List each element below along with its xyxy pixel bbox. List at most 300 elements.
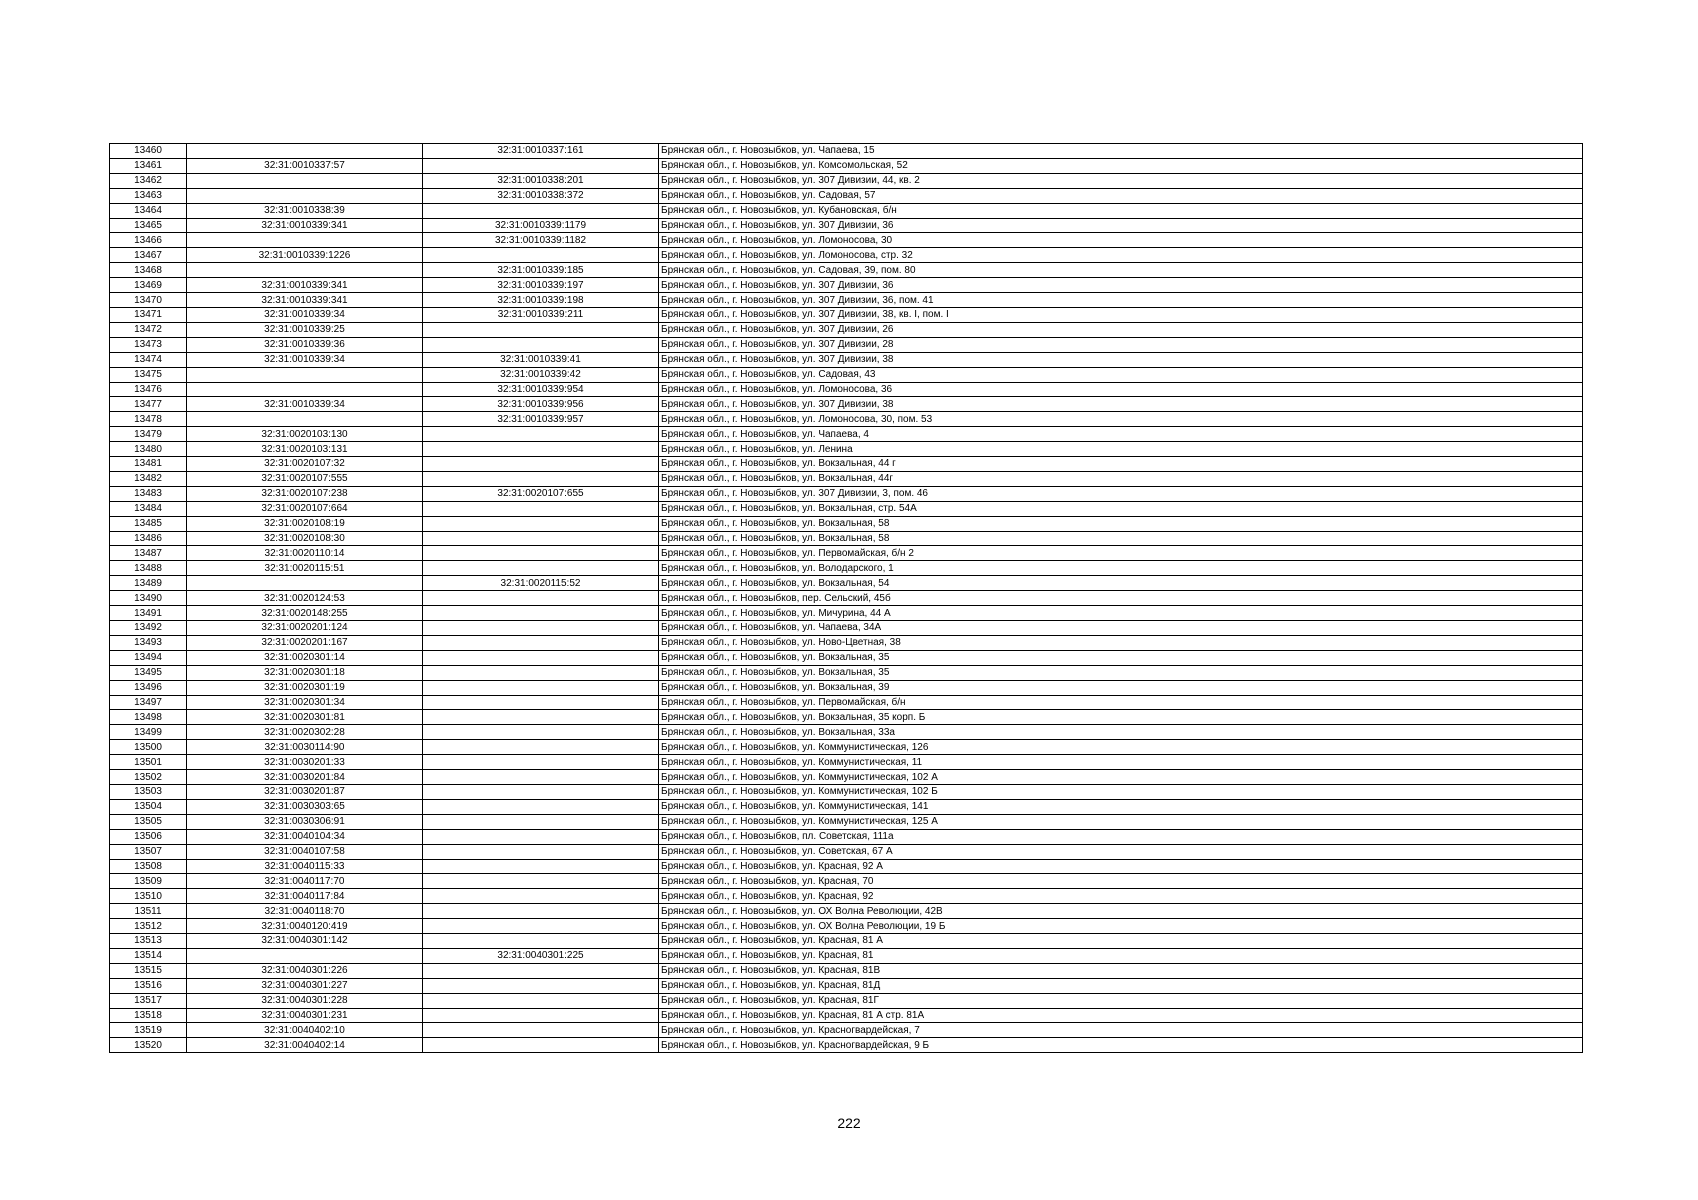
address-cell: Брянская обл., г. Новозыбков, ул. ОХ Волна Революции, 42В <box>659 904 1583 919</box>
address-cell: Брянская обл., г. Новозыбков, пл. Советская, 111а <box>659 829 1583 844</box>
row-number-cell: 13510 <box>110 889 187 904</box>
address-cell: Брянская обл., г. Новозыбков, ул. Мичурина, 44 А <box>659 606 1583 621</box>
object-cadastral-number-cell <box>423 516 659 531</box>
table-row <box>110 934 1583 949</box>
table-row <box>110 621 1583 636</box>
row-number-cell: 13499 <box>110 725 187 740</box>
object-cadastral-number-cell <box>423 844 659 859</box>
object-cadastral-number-cell <box>423 1038 659 1053</box>
address-cell: Брянская обл., г. Новозыбков, ул. Коммунистическая, 11 <box>659 755 1583 770</box>
row-number-cell: 13502 <box>110 770 187 785</box>
row-number-cell: 13515 <box>110 963 187 978</box>
object-cadastral-number-cell <box>423 248 659 263</box>
object-cadastral-number-cell <box>423 457 659 472</box>
cadastral-number-cell: 32:31:0040301:142 <box>187 934 423 949</box>
object-cadastral-number-cell: 32:31:0010339:956 <box>423 397 659 412</box>
cadastral-number-cell: 32:31:0030201:33 <box>187 755 423 770</box>
row-number-cell: 13520 <box>110 1038 187 1053</box>
address-cell: Брянская обл., г. Новозыбков, ул. Ломоносова, 36 <box>659 382 1583 397</box>
table-row <box>110 755 1583 770</box>
address-cell: Брянская обл., г. Новозыбков, ул. 307 Дивизии, 44, кв. 2 <box>659 173 1583 188</box>
cadastral-number-cell: 32:31:0010339:34 <box>187 397 423 412</box>
cadastral-number-cell: 32:31:0010339:36 <box>187 337 423 352</box>
row-number-cell: 13465 <box>110 218 187 233</box>
table-row <box>110 814 1583 829</box>
table-row <box>110 158 1583 173</box>
table-row <box>110 770 1583 785</box>
cadastral-number-cell: 32:31:0020201:124 <box>187 621 423 636</box>
object-cadastral-number-cell: 32:31:0020115:52 <box>423 576 659 591</box>
table-body <box>110 144 1583 1053</box>
address-cell: Брянская обл., г. Новозыбков, ул. Чапаева, 34А <box>659 621 1583 636</box>
row-number-cell: 13475 <box>110 367 187 382</box>
table-row <box>110 919 1583 934</box>
address-cell: Брянская обл., г. Новозыбков, ул. Садовая, 39, пом. 80 <box>659 263 1583 278</box>
table-row <box>110 859 1583 874</box>
row-number-cell: 13500 <box>110 740 187 755</box>
row-number-cell: 13474 <box>110 352 187 367</box>
table-row <box>110 948 1583 963</box>
cadastral-number-cell: 32:31:0020107:664 <box>187 501 423 516</box>
row-number-cell: 13485 <box>110 516 187 531</box>
cadastral-number-cell: 32:31:0020103:130 <box>187 427 423 442</box>
address-cell: Брянская обл., г. Новозыбков, ул. Вокзальная, 35 <box>659 650 1583 665</box>
object-cadastral-number-cell <box>423 606 659 621</box>
table-row <box>110 412 1583 427</box>
table-row <box>110 978 1583 993</box>
cadastral-number-cell <box>187 233 423 248</box>
address-cell: Брянская обл., г. Новозыбков, ул. Коммунистическая, 141 <box>659 799 1583 814</box>
table-row <box>110 1038 1583 1053</box>
address-cell: Брянская обл., г. Новозыбков, ул. Садовая, 57 <box>659 188 1583 203</box>
row-number-cell: 13468 <box>110 263 187 278</box>
cadastral-number-cell <box>187 263 423 278</box>
table-row <box>110 382 1583 397</box>
address-cell: Брянская обл., г. Новозыбков, ул. Первомайская, б/н <box>659 695 1583 710</box>
address-cell: Брянская обл., г. Новозыбков, ул. Вокзальная, 44г <box>659 471 1583 486</box>
row-number-cell: 13487 <box>110 546 187 561</box>
object-cadastral-number-cell <box>423 993 659 1008</box>
cadastral-number-cell: 32:31:0020108:19 <box>187 516 423 531</box>
cadastral-number-cell <box>187 144 423 159</box>
object-cadastral-number-cell <box>423 799 659 814</box>
object-cadastral-number-cell: 32:31:0010339:1182 <box>423 233 659 248</box>
object-cadastral-number-cell <box>423 725 659 740</box>
table-row <box>110 1023 1583 1038</box>
row-number-cell: 13492 <box>110 621 187 636</box>
table-row <box>110 889 1583 904</box>
row-number-cell: 13513 <box>110 934 187 949</box>
table-row <box>110 457 1583 472</box>
address-cell: Брянская обл., г. Новозыбков, ул. Красная, 81Д <box>659 978 1583 993</box>
object-cadastral-number-cell <box>423 710 659 725</box>
table-row <box>110 501 1583 516</box>
address-cell: Брянская обл., г. Новозыбков, ул. Ново-Цветная, 38 <box>659 635 1583 650</box>
row-number-cell: 13476 <box>110 382 187 397</box>
row-number-cell: 13516 <box>110 978 187 993</box>
row-number-cell: 13511 <box>110 904 187 919</box>
object-cadastral-number-cell <box>423 770 659 785</box>
row-number-cell: 13509 <box>110 874 187 889</box>
cadastral-number-cell <box>187 173 423 188</box>
table-row <box>110 144 1583 159</box>
row-number-cell: 13494 <box>110 650 187 665</box>
address-cell: Брянская обл., г. Новозыбков, ул. Вокзальная, 35 корп. Б <box>659 710 1583 725</box>
row-number-cell: 13466 <box>110 233 187 248</box>
address-cell: Брянская обл., г. Новозыбков, ул. Вокзальная, 35 <box>659 665 1583 680</box>
address-cell: Брянская обл., г. Новозыбков, ул. 307 Дивизии, 36 <box>659 218 1583 233</box>
table-row <box>110 293 1583 308</box>
object-cadastral-number-cell <box>423 740 659 755</box>
row-number-cell: 13461 <box>110 158 187 173</box>
table-row <box>110 963 1583 978</box>
table-row <box>110 576 1583 591</box>
row-number-cell: 13471 <box>110 307 187 322</box>
object-cadastral-number-cell <box>423 337 659 352</box>
row-number-cell: 13504 <box>110 799 187 814</box>
row-number-cell: 13514 <box>110 948 187 963</box>
cadastral-number-cell: 32:31:0020302:28 <box>187 725 423 740</box>
address-cell: Брянская обл., г. Новозыбков, ул. Володарского, 1 <box>659 561 1583 576</box>
table-row <box>110 352 1583 367</box>
object-cadastral-number-cell <box>423 621 659 636</box>
cadastral-number-cell: 32:31:0010339:341 <box>187 278 423 293</box>
cadastral-number-cell: 32:31:0020148:255 <box>187 606 423 621</box>
table-row <box>110 650 1583 665</box>
address-cell: Брянская обл., г. Новозыбков, ул. 307 Дивизии, 3, пом. 46 <box>659 486 1583 501</box>
address-cell: Брянская обл., г. Новозыбков, ул. Вокзальная, 58 <box>659 531 1583 546</box>
cadastral-number-cell: 32:31:0020108:30 <box>187 531 423 546</box>
cadastral-number-cell: 32:31:0020110:14 <box>187 546 423 561</box>
object-cadastral-number-cell <box>423 695 659 710</box>
address-cell: Брянская обл., г. Новозыбков, ул. ОХ Волна Революции, 19 Б <box>659 919 1583 934</box>
object-cadastral-number-cell: 32:31:0010339:197 <box>423 278 659 293</box>
table-row <box>110 188 1583 203</box>
table-row <box>110 278 1583 293</box>
table-row <box>110 874 1583 889</box>
table-row <box>110 173 1583 188</box>
table-row <box>110 606 1583 621</box>
table-row <box>110 397 1583 412</box>
table-row <box>110 784 1583 799</box>
address-cell: Брянская обл., г. Новозыбков, ул. 307 Дивизии, 36 <box>659 278 1583 293</box>
address-cell: Брянская обл., г. Новозыбков, ул. Коммунистическая, 102 Б <box>659 784 1583 799</box>
object-cadastral-number-cell <box>423 755 659 770</box>
address-cell: Брянская обл., г. Новозыбков, пер. Сельский, 45б <box>659 591 1583 606</box>
table-row <box>110 322 1583 337</box>
table-row <box>110 546 1583 561</box>
object-cadastral-number-cell: 32:31:0010339:42 <box>423 367 659 382</box>
row-number-cell: 13493 <box>110 635 187 650</box>
row-number-cell: 13478 <box>110 412 187 427</box>
object-cadastral-number-cell <box>423 1008 659 1023</box>
table-row <box>110 263 1583 278</box>
row-number-cell: 13483 <box>110 486 187 501</box>
object-cadastral-number-cell: 32:31:0010339:957 <box>423 412 659 427</box>
table-row <box>110 367 1583 382</box>
cadastral-number-cell: 32:31:0010339:341 <box>187 293 423 308</box>
row-number-cell: 13489 <box>110 576 187 591</box>
cadastral-number-cell: 32:31:0010339:25 <box>187 322 423 337</box>
row-number-cell: 13508 <box>110 859 187 874</box>
table-row <box>110 591 1583 606</box>
address-cell: Брянская обл., г. Новозыбков, ул. Красная, 92 А <box>659 859 1583 874</box>
table-row <box>110 471 1583 486</box>
cadastral-number-cell: 32:31:0020201:167 <box>187 635 423 650</box>
table-row <box>110 307 1583 322</box>
cadastral-number-cell: 32:31:0040402:14 <box>187 1038 423 1053</box>
object-cadastral-number-cell <box>423 904 659 919</box>
cadastral-number-cell: 32:31:0020107:238 <box>187 486 423 501</box>
address-cell: Брянская обл., г. Новозыбков, ул. Первомайская, б/н 2 <box>659 546 1583 561</box>
object-cadastral-number-cell: 32:31:0010339:211 <box>423 307 659 322</box>
row-number-cell: 13463 <box>110 188 187 203</box>
row-number-cell: 13488 <box>110 561 187 576</box>
cadastral-number-cell: 32:31:0020107:32 <box>187 457 423 472</box>
address-cell: Брянская обл., г. Новозыбков, ул. 307 Дивизии, 28 <box>659 337 1583 352</box>
address-cell: Брянская обл., г. Новозыбков, ул. Советская, 67 А <box>659 844 1583 859</box>
object-cadastral-number-cell <box>423 471 659 486</box>
row-number-cell: 13512 <box>110 919 187 934</box>
object-cadastral-number-cell <box>423 978 659 993</box>
cadastral-number-cell <box>187 948 423 963</box>
address-cell: Брянская обл., г. Новозыбков, ул. 307 Дивизии, 38, кв. I, пом. I <box>659 307 1583 322</box>
row-number-cell: 13495 <box>110 665 187 680</box>
cadastral-number-cell <box>187 412 423 427</box>
table-row <box>110 725 1583 740</box>
cadastral-number-cell: 32:31:0010339:34 <box>187 307 423 322</box>
registry-table <box>109 143 1583 1053</box>
object-cadastral-number-cell <box>423 561 659 576</box>
address-cell: Брянская обл., г. Новозыбков, ул. Вокзальная, 54 <box>659 576 1583 591</box>
cadastral-number-cell: 32:31:0020301:81 <box>187 710 423 725</box>
row-number-cell: 13505 <box>110 814 187 829</box>
table-row <box>110 740 1583 755</box>
object-cadastral-number-cell <box>423 635 659 650</box>
row-number-cell: 13519 <box>110 1023 187 1038</box>
address-cell: Брянская обл., г. Новозыбков, ул. Ломоносова, стр. 32 <box>659 248 1583 263</box>
cadastral-number-cell: 32:31:0010339:34 <box>187 352 423 367</box>
row-number-cell: 13490 <box>110 591 187 606</box>
cadastral-number-cell: 32:31:0020301:18 <box>187 665 423 680</box>
address-cell: Брянская обл., г. Новозыбков, ул. Вокзальная, стр. 54А <box>659 501 1583 516</box>
cadastral-number-cell: 32:31:0010338:39 <box>187 203 423 218</box>
cadastral-number-cell: 32:31:0040301:227 <box>187 978 423 993</box>
address-cell: Брянская обл., г. Новозыбков, ул. Красная, 81 <box>659 948 1583 963</box>
table-row <box>110 1008 1583 1023</box>
row-number-cell: 13470 <box>110 293 187 308</box>
object-cadastral-number-cell <box>423 531 659 546</box>
address-cell: Брянская обл., г. Новозыбков, ул. Красная, 92 <box>659 889 1583 904</box>
address-cell: Брянская обл., г. Новозыбков, ул. Комсомольская, 52 <box>659 158 1583 173</box>
object-cadastral-number-cell <box>423 934 659 949</box>
object-cadastral-number-cell <box>423 442 659 457</box>
cadastral-number-cell: 32:31:0040117:84 <box>187 889 423 904</box>
table-row <box>110 561 1583 576</box>
cadastral-number-cell: 32:31:0020107:555 <box>187 471 423 486</box>
table-row <box>110 665 1583 680</box>
row-number-cell: 13497 <box>110 695 187 710</box>
cadastral-number-cell: 32:31:0040107:58 <box>187 844 423 859</box>
object-cadastral-number-cell <box>423 665 659 680</box>
cadastral-number-cell: 32:31:0030303:65 <box>187 799 423 814</box>
address-cell: Брянская обл., г. Новозыбков, ул. Ленина <box>659 442 1583 457</box>
object-cadastral-number-cell <box>423 650 659 665</box>
table-row <box>110 635 1583 650</box>
cadastral-number-cell: 32:31:0040117:70 <box>187 874 423 889</box>
address-cell: Брянская обл., г. Новозыбков, ул. Вокзальная, 44 г <box>659 457 1583 472</box>
cadastral-number-cell: 32:31:0020115:51 <box>187 561 423 576</box>
row-number-cell: 13467 <box>110 248 187 263</box>
object-cadastral-number-cell: 32:31:0010339:41 <box>423 352 659 367</box>
page-number: 222 <box>837 1115 861 1131</box>
row-number-cell: 13462 <box>110 173 187 188</box>
table-row <box>110 844 1583 859</box>
object-cadastral-number-cell <box>423 427 659 442</box>
table-row <box>110 233 1583 248</box>
cadastral-number-cell <box>187 576 423 591</box>
address-cell: Брянская обл., г. Новозыбков, ул. Красная, 81Г <box>659 993 1583 1008</box>
cadastral-number-cell: 32:31:0030114:90 <box>187 740 423 755</box>
table-row <box>110 680 1583 695</box>
object-cadastral-number-cell: 32:31:0010339:198 <box>423 293 659 308</box>
row-number-cell: 13464 <box>110 203 187 218</box>
address-cell: Брянская обл., г. Новозыбков, ул. Садовая, 43 <box>659 367 1583 382</box>
object-cadastral-number-cell <box>423 814 659 829</box>
object-cadastral-number-cell <box>423 874 659 889</box>
object-cadastral-number-cell <box>423 680 659 695</box>
address-cell: Брянская обл., г. Новозыбков, ул. Кубановская, б/н <box>659 203 1583 218</box>
address-cell: Брянская обл., г. Новозыбков, ул. Чапаева, 15 <box>659 144 1583 159</box>
cadastral-number-cell: 32:31:0010339:341 <box>187 218 423 233</box>
table-row <box>110 427 1583 442</box>
cadastral-number-cell <box>187 188 423 203</box>
address-cell: Брянская обл., г. Новозыбков, ул. Вокзальная, 33а <box>659 725 1583 740</box>
object-cadastral-number-cell: 32:31:0010337:161 <box>423 144 659 159</box>
object-cadastral-number-cell <box>423 546 659 561</box>
table-row <box>110 904 1583 919</box>
object-cadastral-number-cell <box>423 203 659 218</box>
cadastral-number-cell: 32:31:0040104:34 <box>187 829 423 844</box>
address-cell: Брянская обл., г. Новозыбков, ул. Красная, 70 <box>659 874 1583 889</box>
cadastral-number-cell: 32:31:0020301:14 <box>187 650 423 665</box>
row-number-cell: 13472 <box>110 322 187 337</box>
address-cell: Брянская обл., г. Новозыбков, ул. Красная, 81В <box>659 963 1583 978</box>
row-number-cell: 13479 <box>110 427 187 442</box>
row-number-cell: 13484 <box>110 501 187 516</box>
object-cadastral-number-cell <box>423 889 659 904</box>
row-number-cell: 13518 <box>110 1008 187 1023</box>
row-number-cell: 13481 <box>110 457 187 472</box>
object-cadastral-number-cell <box>423 963 659 978</box>
row-number-cell: 13482 <box>110 471 187 486</box>
address-cell: Брянская обл., г. Новозыбков, ул. 307 Дивизии, 26 <box>659 322 1583 337</box>
address-cell: Брянская обл., г. Новозыбков, ул. Красная, 81 А стр. 81А <box>659 1008 1583 1023</box>
row-number-cell: 13517 <box>110 993 187 1008</box>
table-row <box>110 710 1583 725</box>
cadastral-number-cell: 32:31:0040402:10 <box>187 1023 423 1038</box>
cadastral-number-cell: 32:31:0010337:57 <box>187 158 423 173</box>
table-row <box>110 442 1583 457</box>
row-number-cell: 13506 <box>110 829 187 844</box>
object-cadastral-number-cell: 32:31:0010338:372 <box>423 188 659 203</box>
cadastral-number-cell: 32:31:0020124:53 <box>187 591 423 606</box>
table-row <box>110 993 1583 1008</box>
row-number-cell: 13486 <box>110 531 187 546</box>
address-cell: Брянская обл., г. Новозыбков, ул. 307 Дивизии, 38 <box>659 352 1583 367</box>
cadastral-number-cell: 32:31:0040301:231 <box>187 1008 423 1023</box>
address-cell: Брянская обл., г. Новозыбков, ул. 307 Дивизии, 36, пом. 41 <box>659 293 1583 308</box>
address-cell: Брянская обл., г. Новозыбков, ул. Вокзальная, 39 <box>659 680 1583 695</box>
object-cadastral-number-cell: 32:31:0010339:1179 <box>423 218 659 233</box>
address-cell: Брянская обл., г. Новозыбков, ул. Ломоносова, 30, пом. 53 <box>659 412 1583 427</box>
address-cell: Брянская обл., г. Новозыбков, ул. 307 Дивизии, 38 <box>659 397 1583 412</box>
table-row <box>110 218 1583 233</box>
address-cell: Брянская обл., г. Новозыбков, ул. Коммунистическая, 126 <box>659 740 1583 755</box>
row-number-cell: 13477 <box>110 397 187 412</box>
object-cadastral-number-cell: 32:31:0010339:954 <box>423 382 659 397</box>
table-row <box>110 248 1583 263</box>
address-cell: Брянская обл., г. Новозыбков, ул. Коммунистическая, 125 А <box>659 814 1583 829</box>
table-row <box>110 695 1583 710</box>
row-number-cell: 13469 <box>110 278 187 293</box>
address-cell: Брянская обл., г. Новозыбков, ул. Вокзальная, 58 <box>659 516 1583 531</box>
object-cadastral-number-cell: 32:31:0010338:201 <box>423 173 659 188</box>
cadastral-number-cell <box>187 367 423 382</box>
object-cadastral-number-cell: 32:31:0020107:655 <box>423 486 659 501</box>
object-cadastral-number-cell <box>423 158 659 173</box>
cadastral-number-cell: 32:31:0010339:1226 <box>187 248 423 263</box>
cadastral-number-cell: 32:31:0040120:419 <box>187 919 423 934</box>
table-row <box>110 531 1583 546</box>
table-row <box>110 337 1583 352</box>
table-row <box>110 516 1583 531</box>
cadastral-number-cell: 32:31:0030306:91 <box>187 814 423 829</box>
table-row <box>110 486 1583 501</box>
cadastral-number-cell: 32:31:0040115:33 <box>187 859 423 874</box>
cadastral-number-cell: 32:31:0020301:34 <box>187 695 423 710</box>
cadastral-number-cell: 32:31:0020103:131 <box>187 442 423 457</box>
cadastral-number-cell: 32:31:0040301:226 <box>187 963 423 978</box>
address-cell: Брянская обл., г. Новозыбков, ул. Ломоносова, 30 <box>659 233 1583 248</box>
address-cell: Брянская обл., г. Новозыбков, ул. Коммунистическая, 102 А <box>659 770 1583 785</box>
row-number-cell: 13496 <box>110 680 187 695</box>
table-row <box>110 829 1583 844</box>
cadastral-number-cell: 32:31:0020301:19 <box>187 680 423 695</box>
row-number-cell: 13498 <box>110 710 187 725</box>
object-cadastral-number-cell <box>423 501 659 516</box>
row-number-cell: 13503 <box>110 784 187 799</box>
row-number-cell: 13460 <box>110 144 187 159</box>
cadastral-number-cell: 32:31:0040301:228 <box>187 993 423 1008</box>
address-cell: Брянская обл., г. Новозыбков, ул. Красная, 81 А <box>659 934 1583 949</box>
row-number-cell: 13491 <box>110 606 187 621</box>
object-cadastral-number-cell <box>423 591 659 606</box>
address-cell: Брянская обл., г. Новозыбков, ул. Чапаева, 4 <box>659 427 1583 442</box>
object-cadastral-number-cell: 32:31:0010339:185 <box>423 263 659 278</box>
object-cadastral-number-cell <box>423 859 659 874</box>
cadastral-number-cell: 32:31:0040118:70 <box>187 904 423 919</box>
address-cell: Брянская обл., г. Новозыбков, ул. Красногвардейская, 7 <box>659 1023 1583 1038</box>
cadastral-number-cell: 32:31:0030201:87 <box>187 784 423 799</box>
object-cadastral-number-cell <box>423 1023 659 1038</box>
cadastral-number-cell: 32:31:0030201:84 <box>187 770 423 785</box>
row-number-cell: 13480 <box>110 442 187 457</box>
row-number-cell: 13507 <box>110 844 187 859</box>
object-cadastral-number-cell <box>423 829 659 844</box>
cadastral-number-cell <box>187 382 423 397</box>
object-cadastral-number-cell <box>423 784 659 799</box>
